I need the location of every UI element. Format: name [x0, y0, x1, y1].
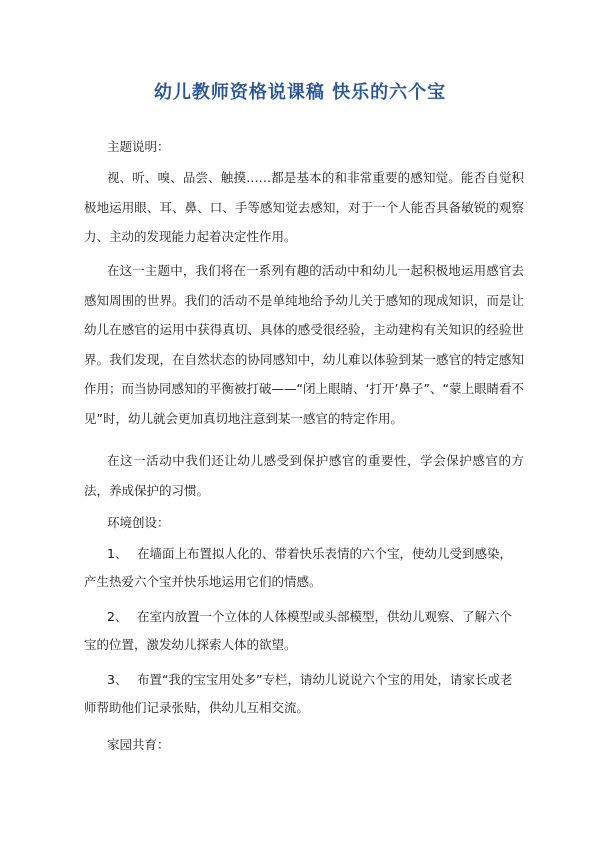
family-heading: 家园共育： — [107, 737, 170, 752]
theme-paragraph-2: 在这一主题中，我们将在一系列有趣的活动中和幼儿一起积极地运用感官去感知周围的世界。我们的活动不是单纯地给予幼儿关于感知的现成知识，而是让幼儿在感官的运用中获得真切、具体的感受很经验，主动建构有关知识的经验世界。我们发现，在自然状态的协同感知中，幼儿难以体验到某一感官的特定感知作用；而当协同感知的平衡被打破——“闭上眼睛、‘打开’鼻子”、“蒙上眼睛看不见”时，幼儿就会更加真切地注意到某一感官的特定作用。 — [84, 263, 524, 426]
environment-item-2-number: 2、 — [107, 609, 128, 624]
environment-item-3-text: 布置“我的宝宝用处多”专栏，请幼儿说说六个宝的用处，请家长或老师帮助他们记录张贴，供幼儿互相交流。 — [84, 672, 513, 715]
environment-item-2-text: 在室内放置一个立体的人体模型或头部模型，供幼儿观察、了解六个宝的位置，激发幼儿探索人体的欲望。 — [84, 609, 513, 652]
theme-paragraph-1: 视、听、嗅、品尝、触摸……都是基本的和非常重要的感知觉。能否自觉积极地运用眼、耳、鼻、口、手等感知觉去感知，对于一个人能否具备敏锐的观察力、主动的发现能力起着决定性作用。 — [84, 170, 524, 244]
document-title: 幼儿教师资格说课稿 快乐的六个宝 — [153, 82, 447, 103]
environment-item-1 — [84, 540, 524, 596]
environment-item-3-number: 3、 — [107, 672, 128, 687]
environment-item-2 — [84, 603, 524, 659]
environment-item-3 — [84, 666, 524, 722]
environment-item-1-number: 1、 — [107, 546, 128, 561]
environment-item-1-text: 在墙面上布置拟人化的、带着快乐表情的六个宝，使幼儿受到感染，产生热爱六个宝并快乐地运用它们的情感。 — [84, 546, 513, 589]
environment-heading: 环境创设： — [107, 515, 170, 530]
theme-paragraph-3: 在这一活动中我们还让幼儿感受到保护感官的重要性，学会保护感官的方法，养成保护的习惯。 — [84, 453, 524, 498]
theme-heading: 主题说明： — [107, 139, 170, 154]
